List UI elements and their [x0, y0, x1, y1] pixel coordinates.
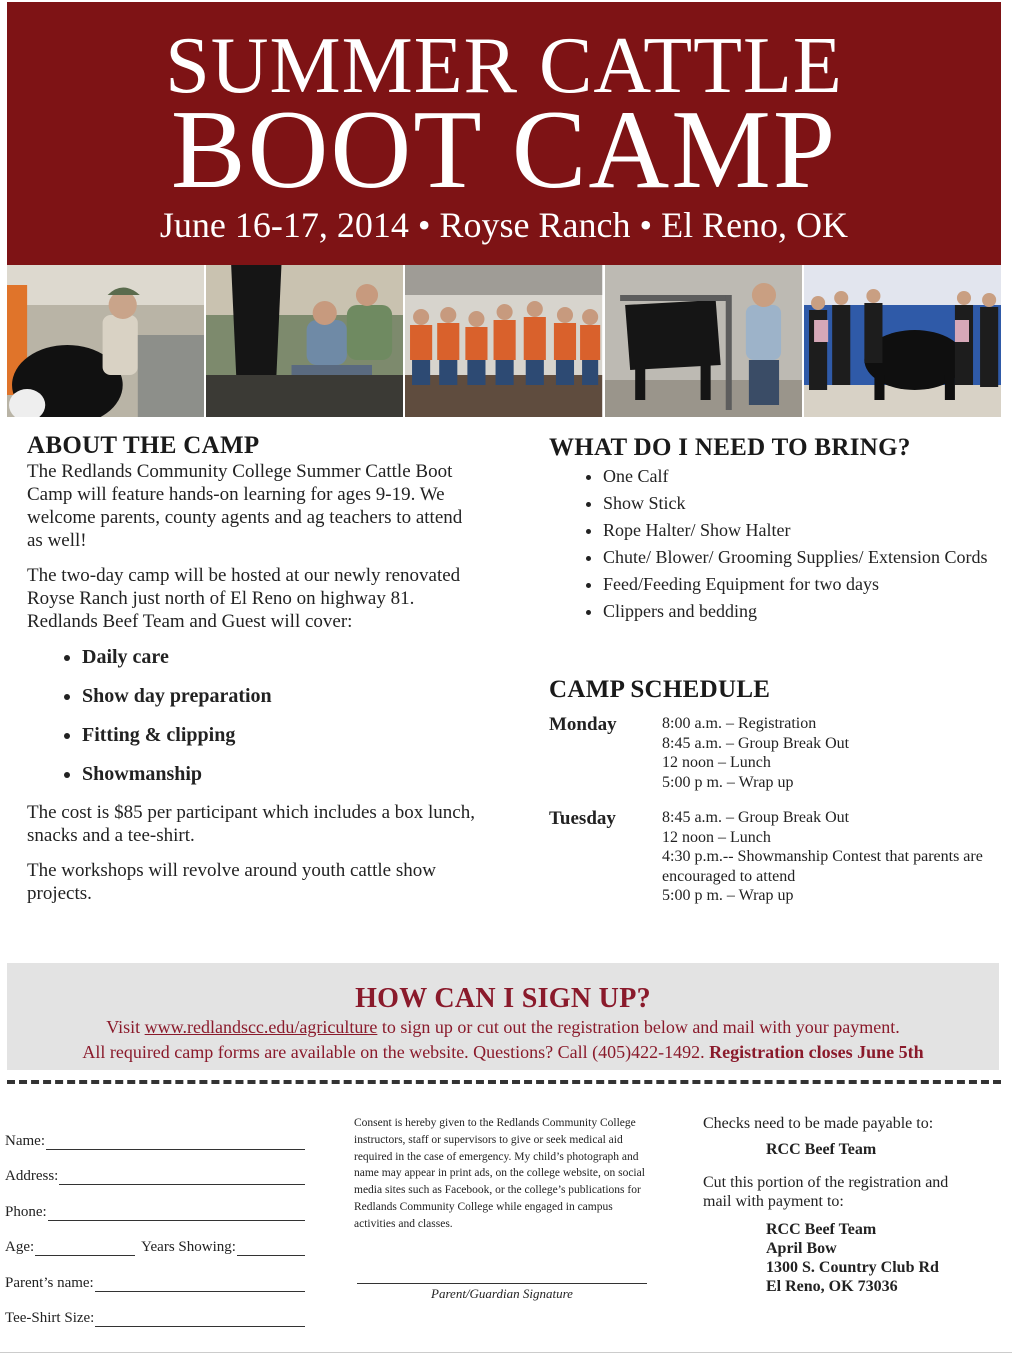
schedule-entry: 5:00 p m. – Wrap up: [662, 887, 794, 904]
schedule-section: [549, 676, 999, 906]
address-field[interactable]: [59, 1166, 305, 1185]
schedule-entry: 12 noon – Lunch: [662, 828, 771, 846]
registration-form: [5, 1114, 305, 1327]
cost-paragraph: The cost is $85 per participant which includes a box lunch, snacks and a tee-shirt.: [27, 802, 475, 846]
signup-line-1: [7, 1015, 999, 1040]
payment-info: [703, 1114, 1003, 1296]
signup-heading: HOW CAN I SIGN UP?: [355, 983, 651, 1014]
mail-label: Cut this portion of the registration and mail with payment to:: [703, 1174, 949, 1210]
tee-field[interactable]: [95, 1308, 305, 1327]
photo-boy-with-calf-chute: [605, 265, 804, 417]
title-line-1: SUMMER CATTLE: [165, 22, 843, 110]
bring-item: • Feed/Feeding Equipment for two days: [603, 573, 994, 596]
signature-caption: Parent/Guardian Signature: [431, 1286, 573, 1301]
photo-strip: [7, 265, 1001, 417]
bring-heading: WHAT DO I NEED TO BRING?: [549, 434, 911, 461]
day-items: [662, 808, 992, 906]
address-line: 1300 S. Country Club Rd: [766, 1259, 939, 1276]
address-line: RCC Beef Team: [766, 1221, 877, 1238]
photo-winner-banner: [804, 265, 1001, 417]
visit-text: Visit: [106, 1017, 141, 1037]
cut-line: [7, 1080, 1001, 1084]
website-link[interactable]: www.redlandscc.edu/agriculture: [144, 1017, 378, 1037]
tee-row: [5, 1292, 305, 1328]
address-row: [5, 1150, 305, 1186]
topic-item: • Show day preparation: [82, 684, 477, 708]
photo-boy-grooming-calf: [7, 265, 206, 417]
registration-deadline: Registration closes June 5th: [709, 1042, 924, 1062]
signature-field[interactable]: [357, 1283, 647, 1284]
schedule-heading: CAMP SCHEDULE: [549, 676, 771, 703]
bring-section: [549, 434, 994, 627]
day-items: [662, 714, 849, 792]
bring-item: • One Calf: [603, 465, 994, 488]
checks-label: Checks need to be made payable to:: [703, 1115, 934, 1132]
schedule-entry: 8:45 a.m. – Group Break Out: [662, 734, 850, 752]
schedule-monday: [549, 714, 999, 792]
signup-section: [7, 963, 999, 1070]
bring-list: [549, 465, 994, 623]
name-field[interactable]: [46, 1131, 305, 1150]
day-label: Tuesday: [549, 808, 616, 829]
phone-label: Phone:: [5, 1203, 47, 1220]
photo-clipping-legs: [206, 265, 405, 417]
consent-text: Consent is hereby given to the Redlands Community College instructors, staff or supervisors to give or seek medical aid required in the case of emergency. My child’s photograph and name may appear in print ads, on the college website, on social media sites such as Facebook, or the college’s publications for Redlands Community College while engaged in campus activities and classes.: [354, 1117, 645, 1230]
address-line: April Bow: [766, 1240, 837, 1257]
workshops-paragraph: The workshops will revolve around youth cattle show projects.: [27, 860, 436, 904]
topic-item: • Showmanship: [82, 762, 477, 786]
event-date-location: June 16-17, 2014 • Royse Ranch • El Reno, OK: [159, 205, 849, 245]
parent-field[interactable]: [95, 1273, 305, 1292]
page-bottom-rule: [0, 1352, 1012, 1353]
schedule-entry: 12 noon – Lunch: [662, 754, 771, 771]
day-label: Monday: [549, 714, 617, 735]
schedule-entry: 8:45 a.m. – Group Break Out: [662, 809, 850, 826]
mailing-address: [703, 1220, 1003, 1296]
schedule-entry: 4:30 p.m.-- Showmanship Contest that parents are encouraged to attend: [662, 848, 983, 885]
header-banner: [7, 2, 1001, 265]
about-paragraph-2: The two-day camp will be hosted at our newly renovated Royse Ranch just north of El Reno on highway 81. Redlands Beef Team and Guest will cover:: [27, 565, 461, 632]
bring-item: • Show Stick: [603, 492, 994, 515]
parent-row: [5, 1256, 305, 1292]
topic-item: • Daily care: [82, 645, 477, 669]
address-line: El Reno, OK 73036: [766, 1278, 898, 1295]
about-section: [27, 432, 477, 917]
topics-list: [27, 645, 477, 786]
years-showing-label: Years Showing:: [141, 1239, 236, 1255]
age-field[interactable]: [35, 1237, 135, 1256]
about-paragraph-1: The Redlands Community College Summer Cattle Boot Camp will feature hands-on learning for ages 9-19. We welcome parents, county agents and ag teachers to attend as well!: [27, 461, 463, 551]
topic-item: • Fitting & clipping: [82, 723, 477, 747]
name-row: [5, 1114, 305, 1150]
payee: RCC Beef Team: [766, 1141, 877, 1158]
age-label: Age:: [5, 1239, 35, 1255]
forms-questions-text: All required camp forms are available on the website. Questions? Call (405)422-1492.: [82, 1042, 705, 1062]
name-label: Name:: [5, 1132, 45, 1149]
title-line-2: BOOT CAMP: [170, 88, 838, 212]
signup-line-2: [7, 1040, 999, 1065]
parent-label: Parent’s name:: [5, 1274, 94, 1291]
phone-row: [5, 1185, 305, 1221]
phone-field[interactable]: [48, 1202, 305, 1221]
age-row: [5, 1221, 305, 1257]
bring-item: • Rope Halter/ Show Halter: [603, 519, 994, 542]
signup-instructions: to sign up or cut out the registration below and mail with your payment.: [381, 1017, 900, 1037]
photo-group-in-arena: [405, 265, 604, 417]
years-showing-field[interactable]: [237, 1237, 305, 1256]
about-heading: ABOUT THE CAMP: [27, 432, 260, 459]
bring-item: • Clippers and bedding: [603, 600, 994, 623]
address-label: Address:: [5, 1168, 59, 1184]
schedule-tuesday: [549, 808, 999, 906]
schedule-entry: 8:00 a.m. – Registration: [662, 715, 817, 732]
schedule-entry: 5:00 p m. – Wrap up: [662, 773, 794, 791]
bring-item: • Chute/ Blower/ Grooming Supplies/ Extension Cords: [603, 546, 994, 569]
tee-label: Tee-Shirt Size:: [5, 1310, 95, 1326]
